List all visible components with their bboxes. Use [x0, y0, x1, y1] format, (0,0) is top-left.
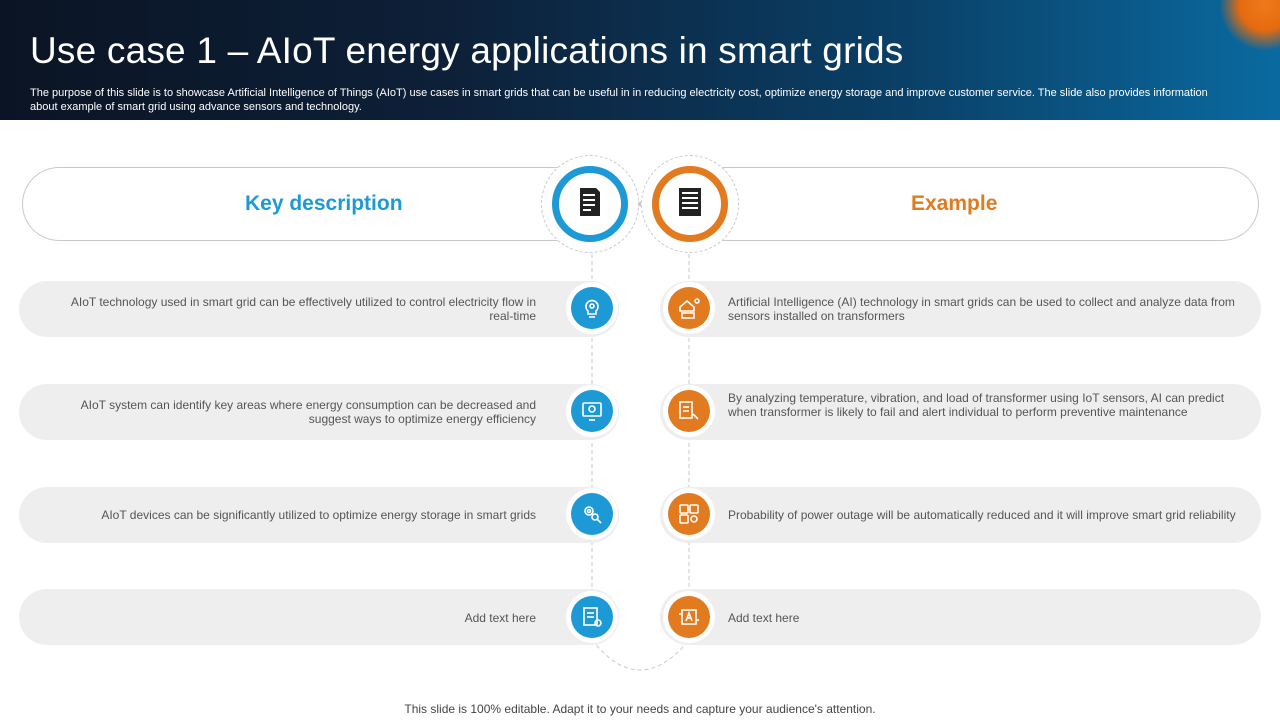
footer-note: This slide is 100% editable. Adapt it to your needs and capture your audience's attention.: [404, 702, 876, 716]
key-description-title: Key description: [245, 192, 403, 215]
example-title: Example: [911, 192, 998, 215]
description-text-4: Add text here: [464, 611, 536, 625]
example-icon-ring-4: [663, 591, 715, 643]
decorative-glow: [1220, 0, 1280, 50]
example-icon-ring-2: [663, 385, 715, 437]
document-icon: [678, 187, 702, 222]
description-text-2: AIoT system can identify key areas where energy consumption can be decreased and suggest ways to optimize energy efficiency: [80, 398, 536, 426]
gears-search-icon: [571, 493, 613, 535]
solar-house-icon: [668, 287, 710, 329]
description-icon-ring-1: [566, 282, 618, 334]
left-big-circle-outline: [541, 155, 639, 253]
example-text-3: Probability of power outage will be automatically reduced and it will improve smart grid reliability: [728, 508, 1236, 522]
example-icon-ring-1: [663, 282, 715, 334]
description-icon-ring-4: [566, 591, 618, 643]
checklist-tools-icon: [668, 390, 710, 432]
ai-chip-icon: [668, 596, 710, 638]
description-icon-ring-2: [566, 385, 618, 437]
example-text-1: Artificial Intelligence (AI) technology in smart grids can be used to collect and analyze data from sensors installed on transformers: [728, 295, 1235, 323]
example-text-2: By analyzing temperature, vibration, and load of transformer using IoT sensors, AI can predict when transformer is likely to fail and alert individual to perform preventive maintenance: [728, 391, 1225, 419]
description-text-3: AIoT devices can be significantly utilized to optimize energy storage in smart grids: [101, 508, 536, 522]
page-subtitle: The purpose of this slide is to showcase Artificial Intelligence of Things (AIoT) use cases in smart grids that can be useful in in reducing electricity cost, optimize energy storage and improve customer service. The slide also provides information about example of smart grid using advance sensors and technology.: [30, 87, 1208, 113]
document-gear-icon: [571, 596, 613, 638]
header-banner: [0, 0, 1280, 120]
example-text-4: Add text here: [728, 611, 800, 625]
document-icon: [578, 187, 602, 222]
example-icon-ring-3: [663, 488, 715, 540]
monitor-gear-icon: [571, 390, 613, 432]
lightbulb-gear-icon: [571, 287, 613, 329]
right-big-circle-outline: [641, 155, 739, 253]
description-text-1: AIoT technology used in smart grid can be effectively utilized to control electricity flow in real-time: [70, 295, 536, 323]
right-big-circle: [652, 166, 728, 242]
probability-icon: [668, 493, 710, 535]
page-title: Use case 1 – AIoT energy applications in smart grids: [30, 30, 904, 71]
description-icon-ring-3: [566, 488, 618, 540]
left-big-circle: [552, 166, 628, 242]
